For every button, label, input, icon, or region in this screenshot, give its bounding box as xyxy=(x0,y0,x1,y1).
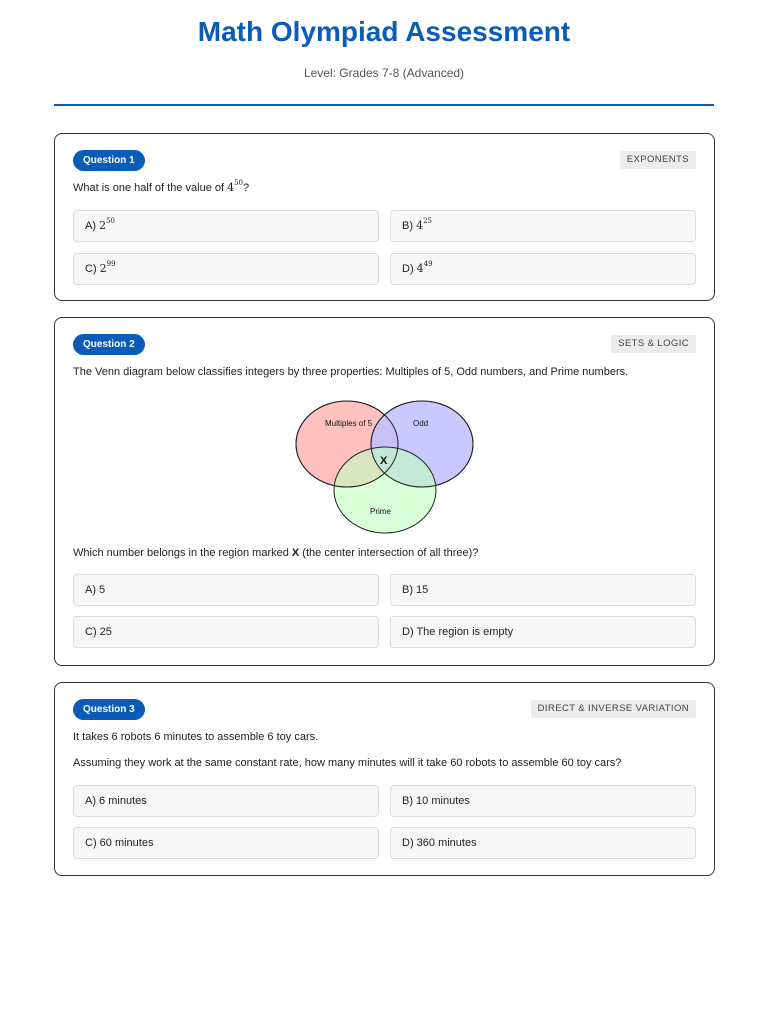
topic-tag: SETS & LOGIC xyxy=(611,335,696,353)
question-badge: Question 1 xyxy=(73,150,145,171)
question-card-1 xyxy=(54,133,715,301)
option-a[interactable]: A) $2^{50}$ xyxy=(73,210,379,242)
question-text: What is one half of the value of $4^{50}$? xyxy=(73,179,250,194)
venn-label-multiples-of-5: Multiples of 5 xyxy=(325,419,373,428)
option-c[interactable]: C) 25 xyxy=(73,616,379,648)
option-b[interactable]: B) 15 xyxy=(390,574,696,606)
option-b[interactable]: B) 10 minutes xyxy=(390,785,696,817)
header-divider xyxy=(54,104,714,106)
question-badge: Question 2 xyxy=(73,334,145,355)
question-premise: It takes 6 robots 6 minutes to assemble 6 toy cars. xyxy=(73,731,319,743)
option-d[interactable]: D) $4^{49}$ xyxy=(390,253,696,285)
option-a[interactable]: A) 5 xyxy=(73,574,379,606)
option-a[interactable]: A) 6 minutes xyxy=(73,785,379,817)
venn-label-prime: Prime xyxy=(370,507,391,516)
option-d[interactable]: D) The region is empty xyxy=(390,616,696,648)
option-c[interactable]: C) 60 minutes xyxy=(73,827,379,859)
option-d[interactable]: D) 360 minutes xyxy=(390,827,696,859)
question-text: Which number belongs in the region marked X (the center intersection of all three)? xyxy=(73,547,479,559)
topic-tag: EXPONENTS xyxy=(620,151,696,169)
venn-diagram xyxy=(295,396,475,536)
page-title: Math Olympiad Assessment xyxy=(197,16,571,47)
option-c[interactable]: C) $2^{99}$ xyxy=(73,253,379,285)
venn-label-odd: Odd xyxy=(413,419,429,428)
topic-tag: DIRECT & INVERSE VARIATION xyxy=(531,700,696,718)
question-card-3 xyxy=(54,682,715,876)
venn-center-marker: X xyxy=(380,455,388,467)
question-intro: The Venn diagram below classifies integers by three properties: Multiples of 5, Odd numbers, and Prime numbers. xyxy=(73,366,629,378)
question-text: Assuming they work at the same constant rate, how many minutes will it take 60 robots to assemble 60 toy cars? xyxy=(73,757,622,769)
option-b[interactable]: B) $4^{25}$ xyxy=(390,210,696,242)
question-badge: Question 3 xyxy=(73,699,145,720)
question-card-2 xyxy=(54,317,715,666)
level-subtitle: Level: Grades 7-8 (Advanced) xyxy=(303,66,465,80)
